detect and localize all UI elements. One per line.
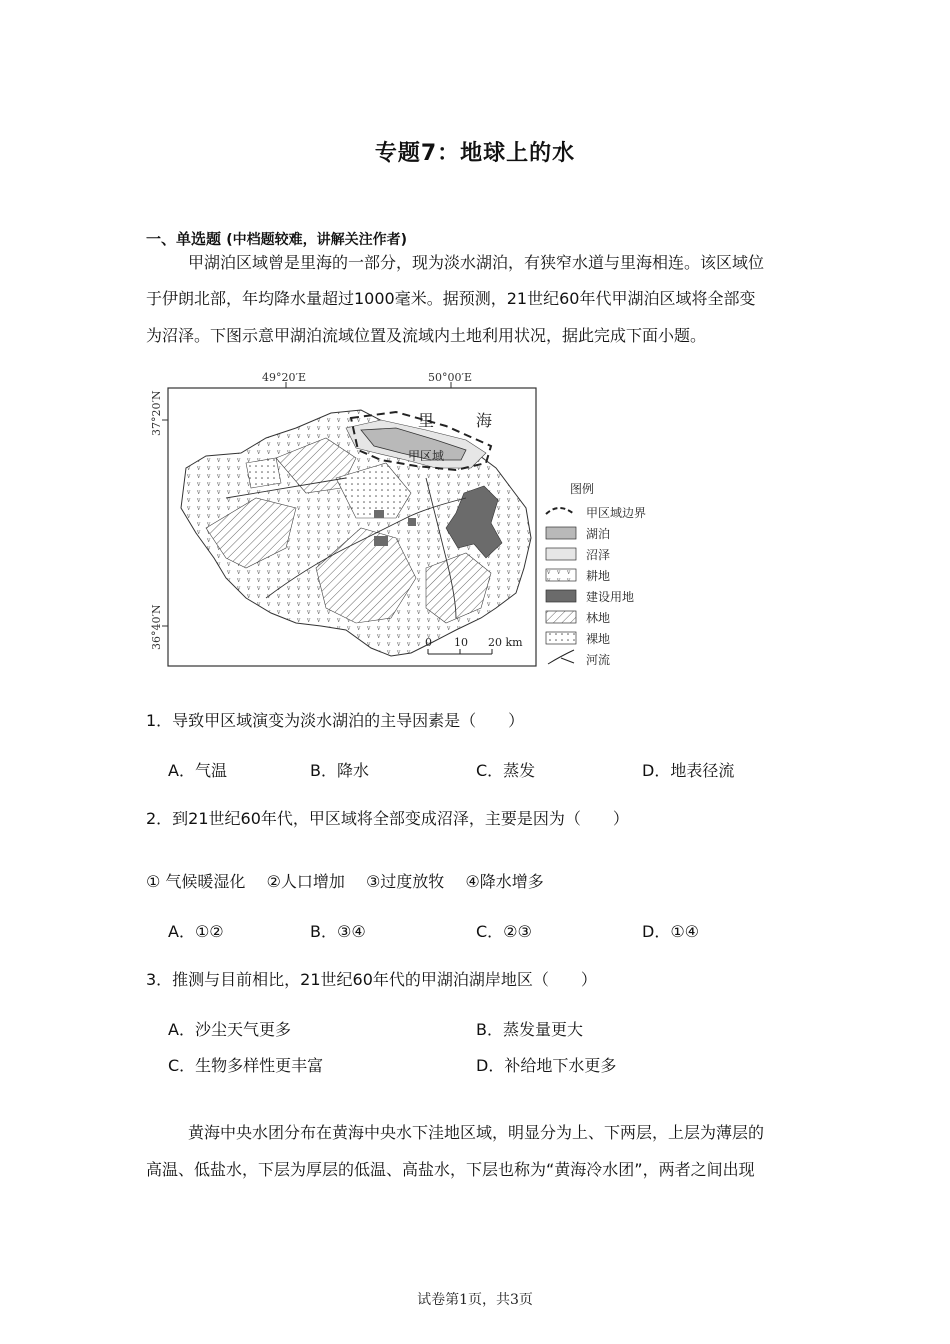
legend-lake-icon (546, 527, 576, 539)
lon-label-right: 50°00′E (428, 371, 473, 384)
passage2-line2: 高温、低盐水，下层为厚层的低温、高盐水，下层也称为“黄海冷水团”，两者之间出现 (146, 1160, 755, 1179)
lon-label-left: 49°20′E (262, 371, 307, 384)
legend-built-up-icon (546, 590, 576, 602)
built-up-patch-2 (408, 518, 416, 526)
scale-0: 0 (425, 636, 432, 649)
built-up-patch-1 (374, 536, 388, 546)
page-title: 专题7：地球上的水 (374, 141, 576, 166)
q2-option-a[interactable]: A．①② (168, 922, 224, 941)
legend-label-lake: 湖泊 (586, 527, 611, 541)
question-2-items: ① 气候暖湿化 ②人口增加 ③过度放牧 ④降水增多 (146, 872, 544, 891)
passage1-line1: 甲湖泊区域曾是里海的一部分，现为淡水湖泊，有狭窄水道与里海相连。该区域位 (188, 253, 765, 272)
passage2-line1: 黄海中央水团分布在黄海中央水下洼地区域，明显分为上、下两层，上层为薄层的 (188, 1123, 765, 1142)
q1-option-a[interactable]: A．气温 (168, 761, 227, 780)
q3-option-d[interactable]: D．补给地下水更多 (476, 1056, 617, 1075)
scale-20: 20 km (488, 636, 523, 649)
question-3-stem: 3．推测与目前相比，21世纪60年代的甲湖泊湖岸地区（ ） (146, 970, 597, 989)
question-1-stem: 1．导致甲区域演变为淡水湖泊的主导因素是（ ） (146, 711, 525, 730)
legend-marsh-icon (546, 548, 576, 560)
q3-option-c[interactable]: C．生物多样性更丰富 (168, 1056, 324, 1075)
legend-label-marsh: 沼泽 (586, 548, 611, 562)
legend-bare-icon (546, 632, 576, 644)
q2-option-b[interactable]: B．③④ (310, 922, 366, 941)
lat-label-bottom: 36°40′N (150, 604, 163, 650)
passage1-line2: 于伊朗北部，年均降水量超过1000毫米。据预测，21世纪60年代甲湖泊区域将全部变 (146, 289, 756, 308)
section-note: (中档题较难，讲解关注作者) (226, 232, 408, 248)
q1-option-b[interactable]: B．降水 (310, 761, 369, 780)
legend-label-built-up: 建设用地 (586, 590, 635, 604)
legend-river-icon (548, 650, 574, 664)
legend-title: 图例 (570, 482, 595, 496)
question-2-stem: 2．到21世纪60年代，甲区域将全部变成沼泽，主要是因为（ ） (146, 809, 629, 828)
sea-label-2: 海 (476, 411, 493, 430)
q2-option-c[interactable]: C．②③ (476, 922, 532, 941)
sea-label-1: 里 (418, 411, 435, 430)
q1-option-c[interactable]: C．蒸发 (476, 761, 536, 780)
page-footer: 试卷第1页，共3页 (417, 1292, 533, 1308)
legend-label-farmland: 耕地 (586, 569, 611, 583)
section-label: 一、单选题 (146, 230, 222, 248)
legend-label-forest: 林地 (586, 611, 611, 625)
bare-zone-2 (246, 458, 281, 488)
legend-farmland-icon (546, 569, 576, 581)
q3-option-a[interactable]: A．沙尘天气更多 (168, 1020, 291, 1039)
legend-label-river: 河流 (586, 653, 611, 667)
legend-forest-icon (546, 611, 576, 623)
region-label: 甲区域 (408, 449, 445, 463)
passage1-line3: 为沼泽。下图示意甲湖泊流域位置及流域内土地利用状况，据此完成下面小题。 (146, 326, 707, 345)
lake-basin-map (146, 368, 666, 673)
q2-option-d[interactable]: D．①④ (642, 922, 700, 941)
q1-option-d[interactable]: D．地表径流 (642, 761, 735, 780)
legend-boundary-icon (546, 508, 574, 514)
built-up-patch-3 (374, 510, 384, 518)
legend-label-boundary: 甲区域边界 (586, 506, 647, 520)
q3-option-b[interactable]: B．蒸发量更大 (476, 1020, 583, 1039)
legend-label-bare: 裸地 (586, 632, 611, 646)
scale-10: 10 (454, 636, 468, 649)
lat-label-top: 37°20′N (150, 390, 163, 436)
